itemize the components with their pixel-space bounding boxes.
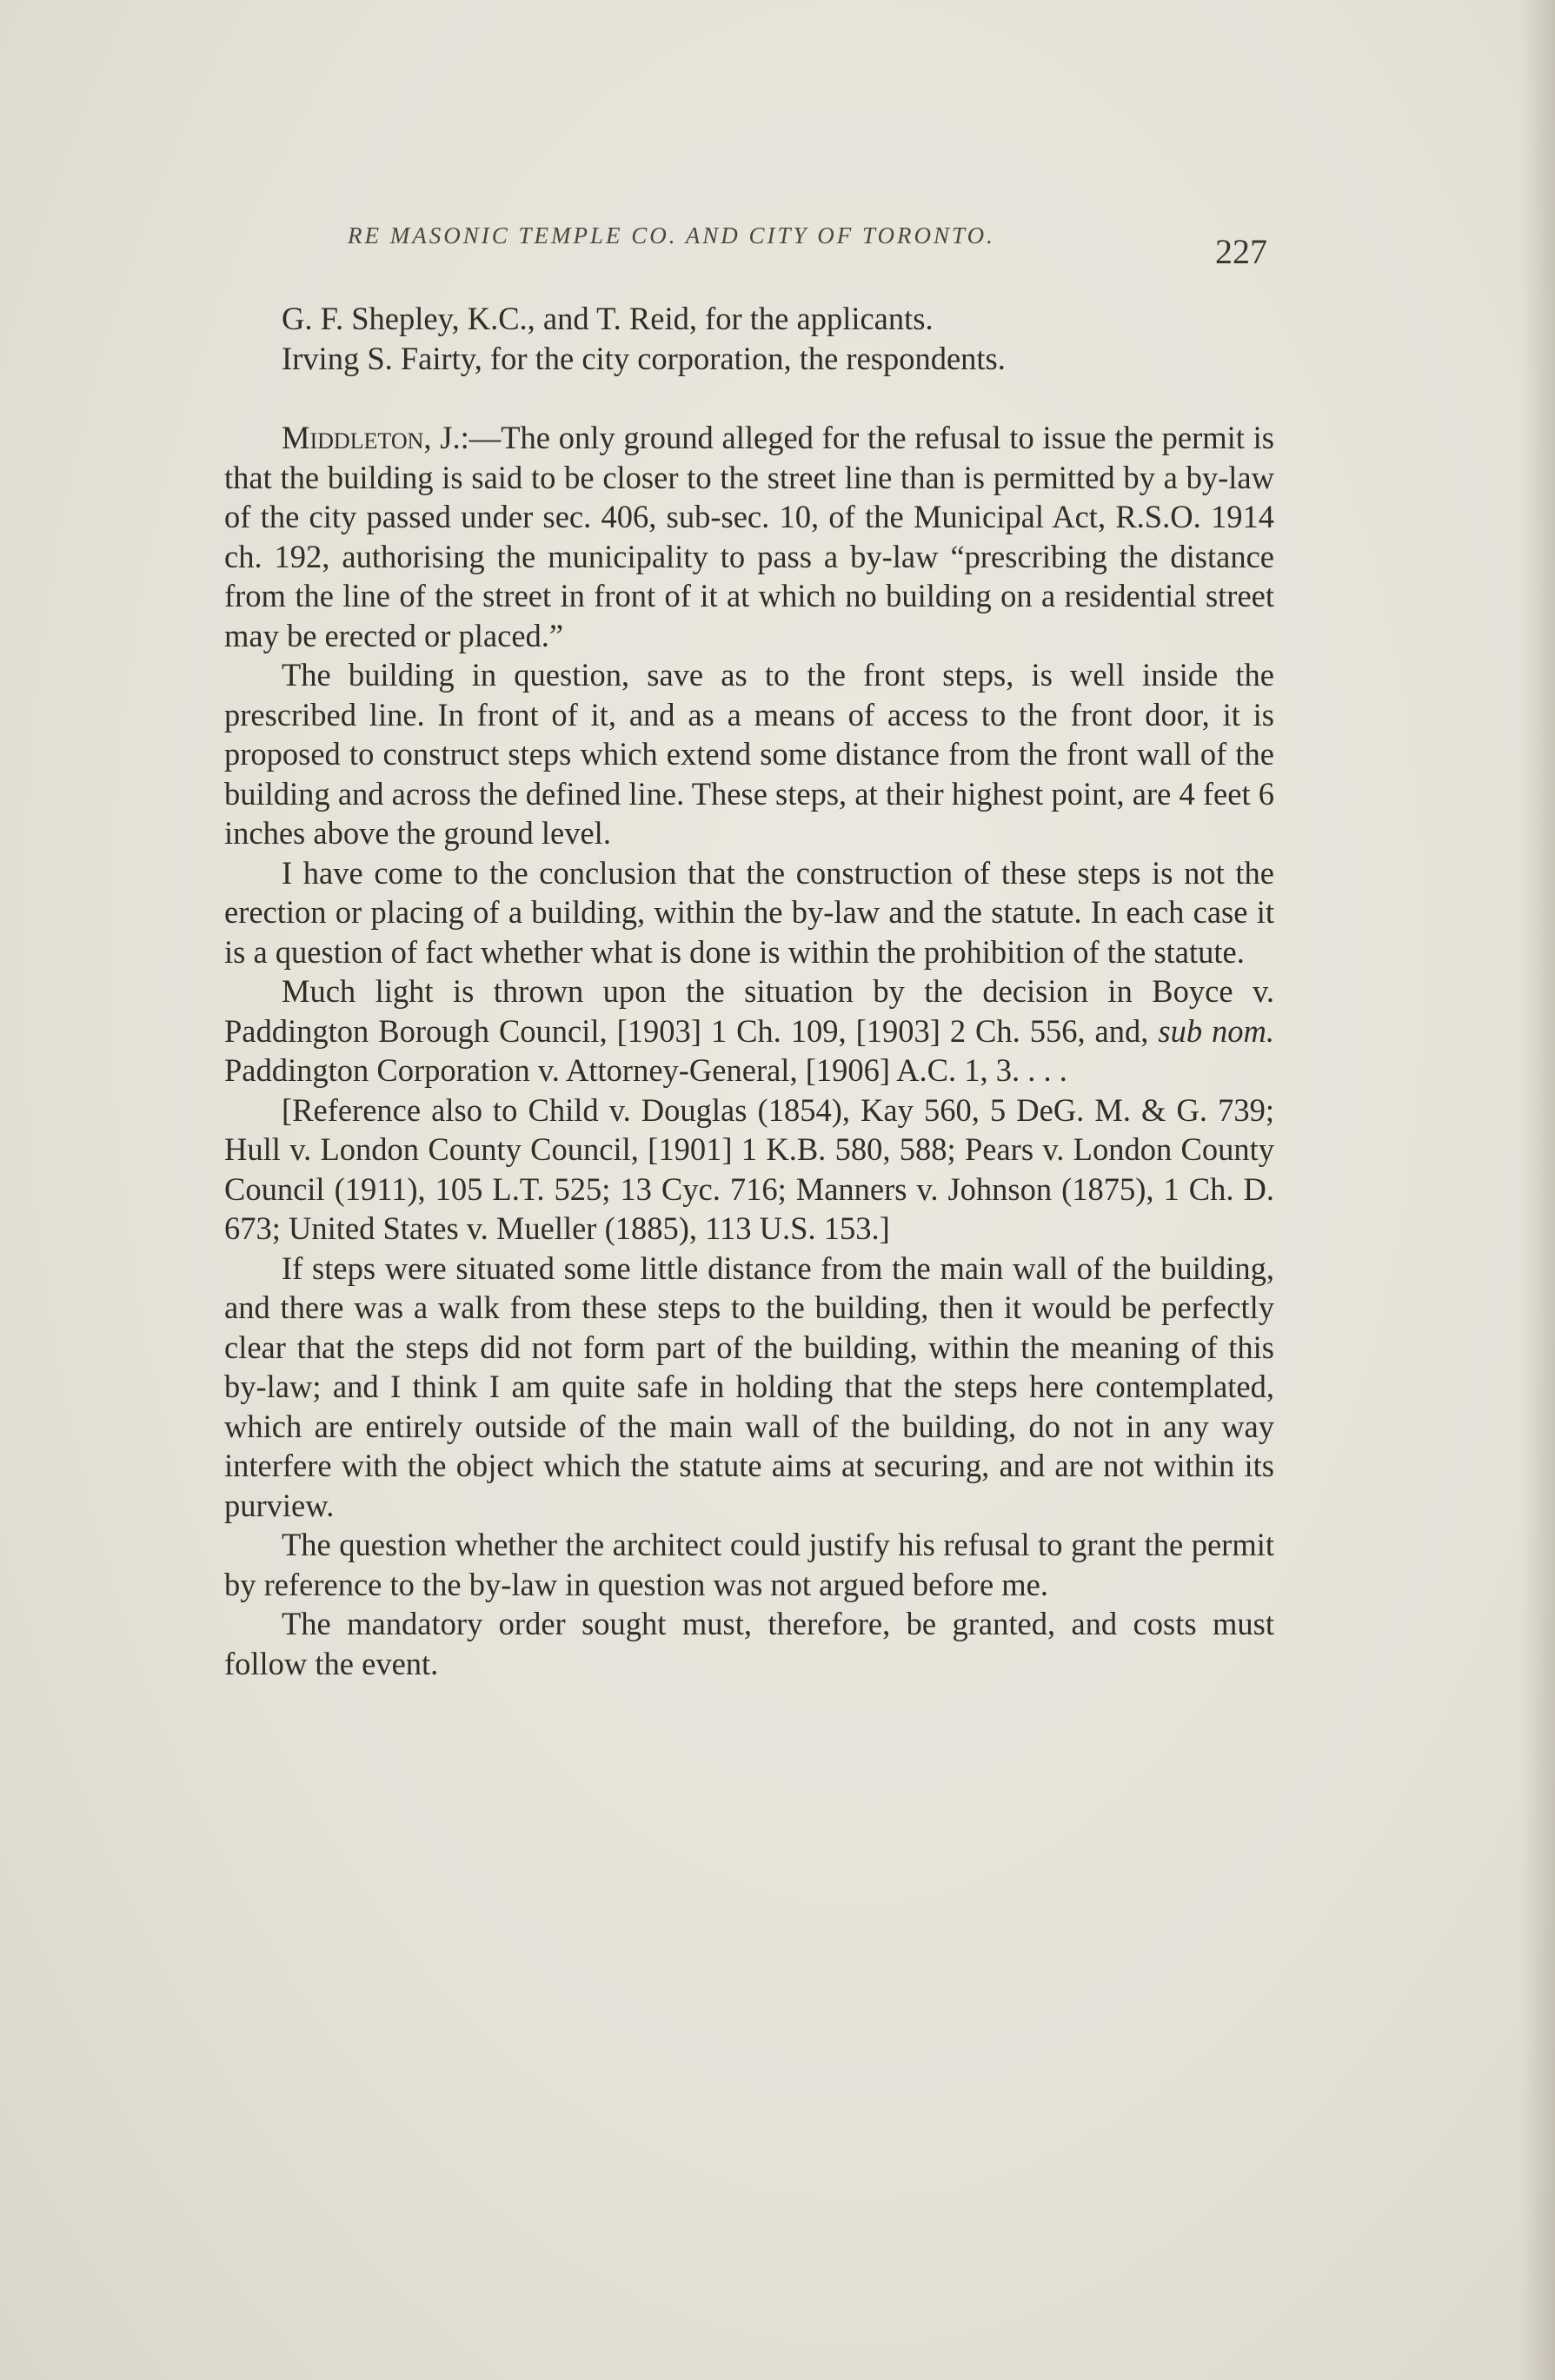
counsel-applicants: G. F. Shepley, K.C., and T. Reid, for the applicants. (282, 301, 934, 336)
body-text (224, 299, 1274, 1683)
counsel-respondents: Irving S. Fairty, for the city corporation, the respondents. (282, 340, 1006, 376)
page-edge-shadow (1520, 0, 1555, 2380)
paragraph-2: The building in question, save as to the front steps, is well inside the prescribed line. In front of it, and as a means of access to the front door, it is proposed to construct steps which extend some distance from the front wall of the building and across the defined line. These steps, at their highest point, are 4 feet 6 inches above the ground level. (224, 657, 1274, 851)
paragraph-4-text-b: Paddington Corporation v. Attorney-General, [1906] A.C. 1, 3. . . . (224, 1052, 1067, 1088)
paragraph-8: The mandatory order sought must, therefore, be granted, and costs must follow the event. (224, 1606, 1274, 1681)
judge-name: Middleton, J. (282, 420, 461, 455)
paragraph-4 (224, 971, 1274, 1091)
paragraph-5: [Reference also to Child v. Douglas (1854), Kay 560, 5 DeG. M. & G. 739; Hull v. London County Council, [1901] 1 K.B. 580, 588; Pears v. London County Council (1911), 105 L.T. 525; 13 Cyc. 716; Manners v. Johnson (1875), 1 Ch. D. 673; United States v. Mueller (1885), 113 U.S. 153.] (224, 1091, 1274, 1246)
paragraph-7: The question whether the architect could justify his refusal to grant the permit by reference to the by-law in question was not argued before me. (224, 1527, 1274, 1602)
running-head: RE MASONIC TEMPLE CO. AND CITY OF TORONTO. (348, 222, 995, 249)
paragraph-1-text: :—The only ground alleged for the refusal to issue the permit is that the building is said to be closer to the street line than is permitted by a by-law of the city passed under sec. 406, sub-sec. 10, of the Municipal Act, R.S.O. 1914 ch. 192, authorising the municipality to pass a by-law “prescribing the distance from the line of the street in front of it at which no building on a residential street may be erected or placed.” (224, 420, 1274, 653)
paragraph-4-italic: sub nom. (1158, 1012, 1275, 1049)
paragraph-6: If steps were situated some little distance from the main wall of the building, and there was a walk from these steps to the building, then it would be perfectly clear that the steps did not form part of the building, within the meaning of this by-law; and I think I am quite safe in holding that the steps here contemplated, which are entirely outside of the main wall of the building, do not in any way interfere with the object which the statute aims at securing, and are not within its purview. (224, 1250, 1274, 1523)
page-number: 227 (1215, 232, 1267, 271)
paragraph-4-text-a: Much light is thrown upon the situation by the decision in Boyce v. Paddington Borough Council, [1903] 1 Ch. 109, [1903] 2 Ch. 556, and, (224, 973, 1274, 1049)
paragraph-3: I have come to the conclusion that the construction of these steps is not the erection or placing of a building, within the by-law and the statute. In each case it is a question of fact whether what is done is within the prohibition of the statute. (224, 854, 1274, 970)
paragraph-1 (224, 418, 1274, 655)
